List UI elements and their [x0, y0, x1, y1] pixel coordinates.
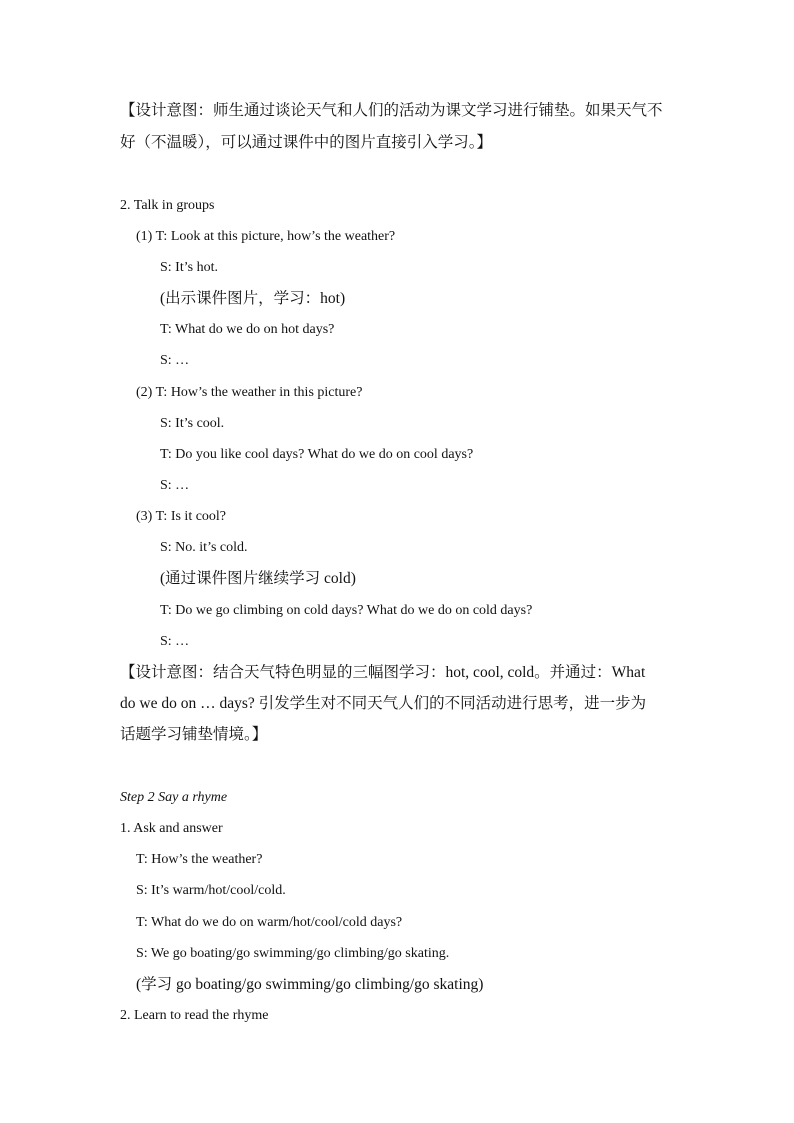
dialogue-line: T: How’s the weather?: [136, 852, 263, 867]
dialogue-line: S: We go boating/go swimming/go climbing/go skating.: [136, 946, 450, 961]
dialogue-line: T: What do we do on hot days?: [160, 322, 335, 337]
dialogue-line: (3) T: Is it cool?: [136, 509, 227, 524]
section-heading-learn-rhyme: 2. Learn to read the rhyme: [120, 1008, 269, 1023]
dialogue-line: S: …: [160, 634, 190, 649]
design-note-1-line-1: 【设计意图：师生通过谈论天气和人们的活动为课文学习进行铺垫。如果天气不: [120, 102, 663, 119]
section-heading-ask-and-answer: 1. Ask and answer: [120, 821, 223, 836]
dialogue-line: S: It’s warm/hot/cool/cold.: [136, 883, 286, 898]
dialogue-line: (2) T: How’s the weather in this picture?: [136, 385, 363, 400]
dialogue-line: S: …: [160, 478, 190, 493]
dialogue-line: T: What do we do on warm/hot/cool/cold days?: [136, 915, 403, 930]
section-heading-talk-in-groups: 2. Talk in groups: [120, 198, 215, 213]
dialogue-line: (1) T: Look at this picture, how’s the weather?: [136, 229, 396, 244]
dialogue-line: T: Do we go climbing on cold days? What do we do on cold days?: [160, 603, 533, 618]
dialogue-line: S: It’s hot.: [160, 260, 218, 275]
design-note-1-line-2: 好（不温暖），可以通过课件中的图片直接引入学习。】: [120, 134, 493, 151]
dialogue-line: S: No. it’s cold.: [160, 540, 248, 555]
design-note-2-line-1: 【设计意图：结合天气特色明显的三幅图学习：hot, cool, cold。并通过：What: [120, 664, 646, 681]
design-note-2-line-2: do we do on … days? 引发学生对不同天气人们的不同活动进行思考，进一步为: [120, 695, 647, 712]
dialogue-line: T: Do you like cool days? What do we do on cool days?: [160, 447, 474, 462]
dialogue-line: S: It’s cool.: [160, 416, 225, 431]
instruction-note: (出示课件图片，学习：hot): [160, 290, 346, 307]
instruction-note: (学习 go boating/go swimming/go climbing/go skating): [136, 976, 484, 993]
design-note-2-line-3: 话题学习铺垫情境。】: [120, 726, 268, 743]
dialogue-line: S: …: [160, 353, 190, 368]
instruction-note: (通过课件图片继续学习 cold): [160, 570, 356, 587]
step-heading: Step 2 Say a rhyme: [120, 790, 228, 805]
